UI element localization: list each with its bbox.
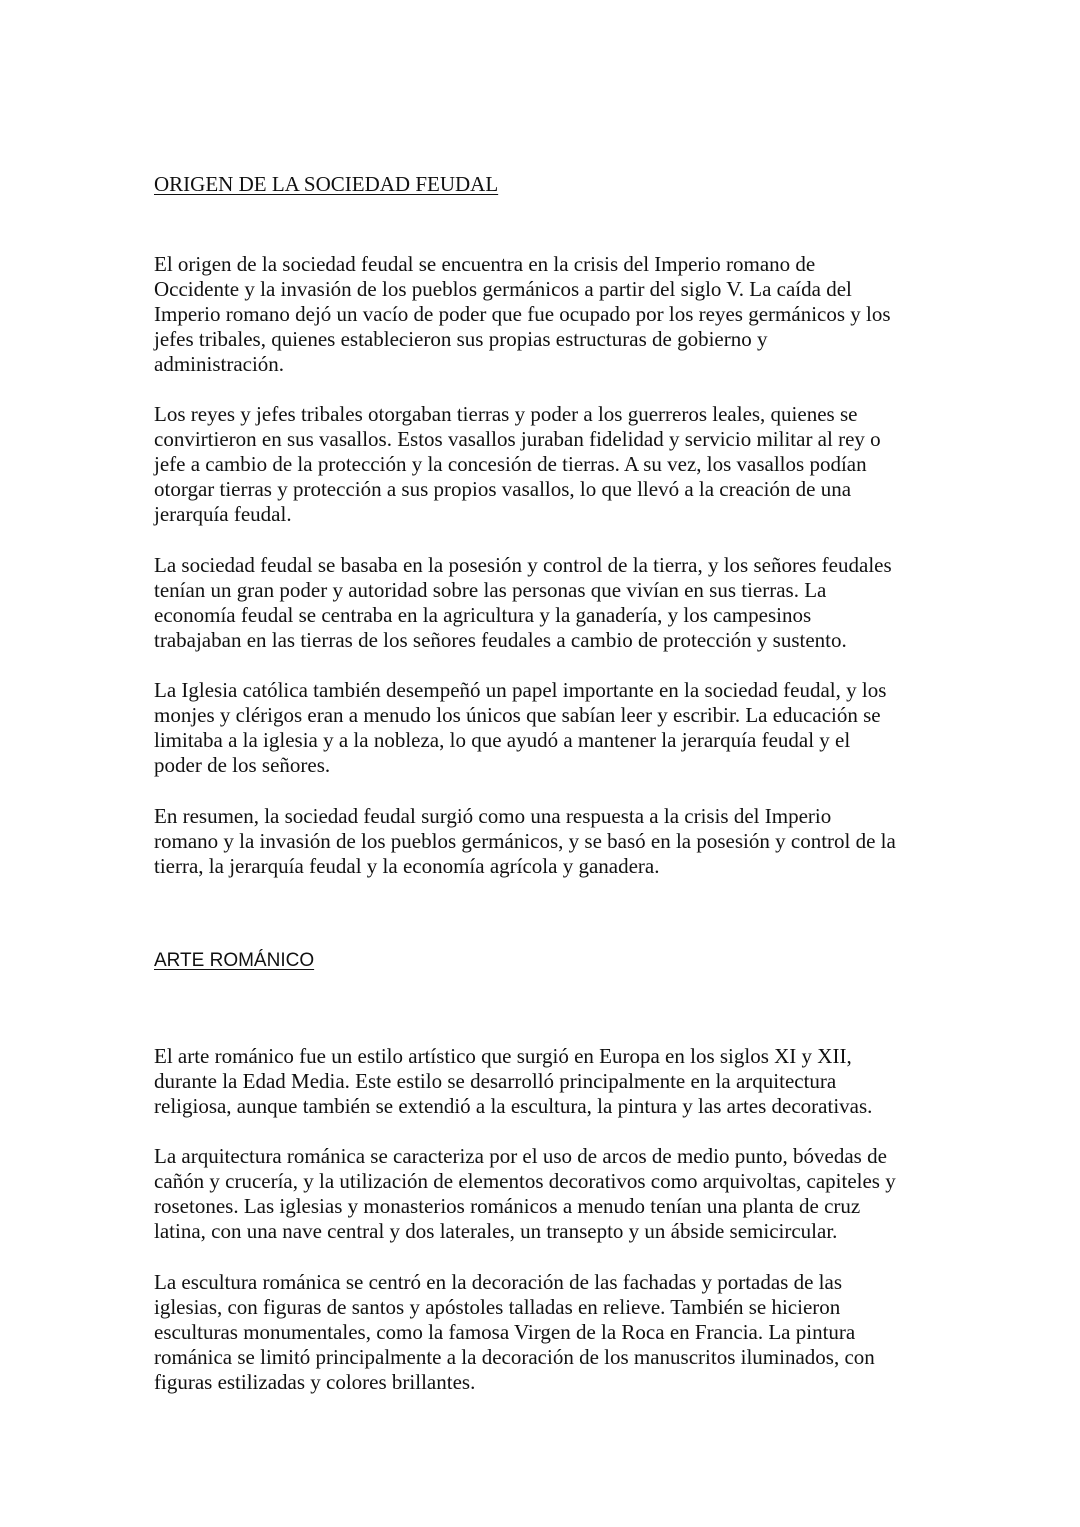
text-line: Los reyes y jefes tribales otorgaban tierras y poder a los guerreros leales, quienes se xyxy=(154,402,858,426)
text-line: románica se limitó principalmente a la decoración de los manuscritos iluminados, con xyxy=(154,1345,875,1370)
text-line: poder de los señores. xyxy=(154,753,331,778)
section-heading-origen: ORIGEN DE LA SOCIEDAD FEUDAL xyxy=(154,172,499,196)
text-line: El origen de la sociedad feudal se encuentra en la crisis del Imperio romano de xyxy=(154,252,816,276)
text-line: cañón y crucería, y la utilización de elementos decorativos como arquivoltas, capiteles y xyxy=(154,1169,896,1194)
text-line: jefe a cambio de la protección y la concesión de tierras. A su vez, los vasallos podían xyxy=(154,452,867,477)
text-line: tenían un gran poder y autoridad sobre las personas que vivían en sus tierras. La xyxy=(154,578,827,603)
paragraph-origen-4 xyxy=(154,678,929,778)
text-line: romano y la invasión de los pueblos germánicos, y se basó en la posesión y control de la xyxy=(154,829,896,854)
text-line: jefes tribales, quienes establecieron sus propias estructuras de gobierno y xyxy=(154,327,768,352)
text-line: figuras estilizadas y colores brillantes. xyxy=(154,1370,476,1395)
text-line: En resumen, la sociedad feudal surgió como una respuesta a la crisis del Imperio xyxy=(154,804,832,828)
paragraph-romanico-3 xyxy=(154,1270,929,1395)
paragraph-origen-1 xyxy=(154,252,929,377)
text-line: administración. xyxy=(154,352,285,377)
text-line: religiosa, aunque también se extendió a la escultura, la pintura y las artes decorativas. xyxy=(154,1094,873,1119)
text-line: Imperio romano dejó un vacío de poder que fue ocupado por los reyes germánicos y los xyxy=(154,302,891,327)
text-line: La arquitectura románica se caracteriza por el uso de arcos de medio punto, bóvedas de xyxy=(154,1144,887,1168)
text-line: latina, con una nave central y dos laterales, un transepto y un ábside semicircular. xyxy=(154,1219,838,1244)
paragraph-origen-2 xyxy=(154,402,929,527)
text-line: jerarquía feudal. xyxy=(154,502,292,527)
text-line: monjes y clérigos eran a menudo los únicos que sabían leer y escribir. La educación se xyxy=(154,703,881,728)
text-line: trabajaban en las tierras de los señores feudales a cambio de protección y sustento. xyxy=(154,628,847,653)
text-line: durante la Edad Media. Este estilo se desarrolló principalmente en la arquitectura xyxy=(154,1069,837,1094)
text-line: La Iglesia católica también desempeñó un papel importante en la sociedad feudal, y los xyxy=(154,678,887,702)
text-line: Occidente y la invasión de los pueblos germánicos a partir del siglo V. La caída del xyxy=(154,277,852,302)
text-line: otorgar tierras y protección a sus propios vasallos, lo que llevó a la creación de una xyxy=(154,477,852,502)
text-line: economía feudal se centraba en la agricultura y la ganadería, y los campesinos xyxy=(154,603,812,628)
text-line: limitaba a la iglesia y a la nobleza, lo que ayudó a mantener la jerarquía feudal y el xyxy=(154,728,851,753)
text-line: El arte románico fue un estilo artístico que surgió en Europa en los siglos XI y XII, xyxy=(154,1044,852,1068)
text-line: La sociedad feudal se basaba en la posesión y control de la tierra, y los señores feudales xyxy=(154,553,892,577)
text-line: La escultura románica se centró en la decoración de las fachadas y portadas de las xyxy=(154,1270,843,1294)
text-line: iglesias, con figuras de santos y apóstoles talladas en relieve. También se hicieron xyxy=(154,1295,841,1320)
paragraph-romanico-1 xyxy=(154,1044,929,1119)
paragraph-origen-3 xyxy=(154,553,929,653)
text-line: esculturas monumentales, como la famosa Virgen de la Roca en Francia. La pintura xyxy=(154,1320,856,1345)
paragraph-romanico-2 xyxy=(154,1144,929,1244)
paragraph-origen-5 xyxy=(154,804,929,879)
section-heading-arte-romanico: ARTE ROMÁNICO xyxy=(154,950,315,971)
text-line: tierra, la jerarquía feudal y la economía agrícola y ganadera. xyxy=(154,854,660,879)
text-line: convirtieron en sus vasallos. Estos vasallos juraban fidelidad y servicio militar al rey o xyxy=(154,427,881,452)
text-line: rosetones. Las iglesias y monasterios románicos a menudo tenían una planta de cruz xyxy=(154,1194,861,1219)
